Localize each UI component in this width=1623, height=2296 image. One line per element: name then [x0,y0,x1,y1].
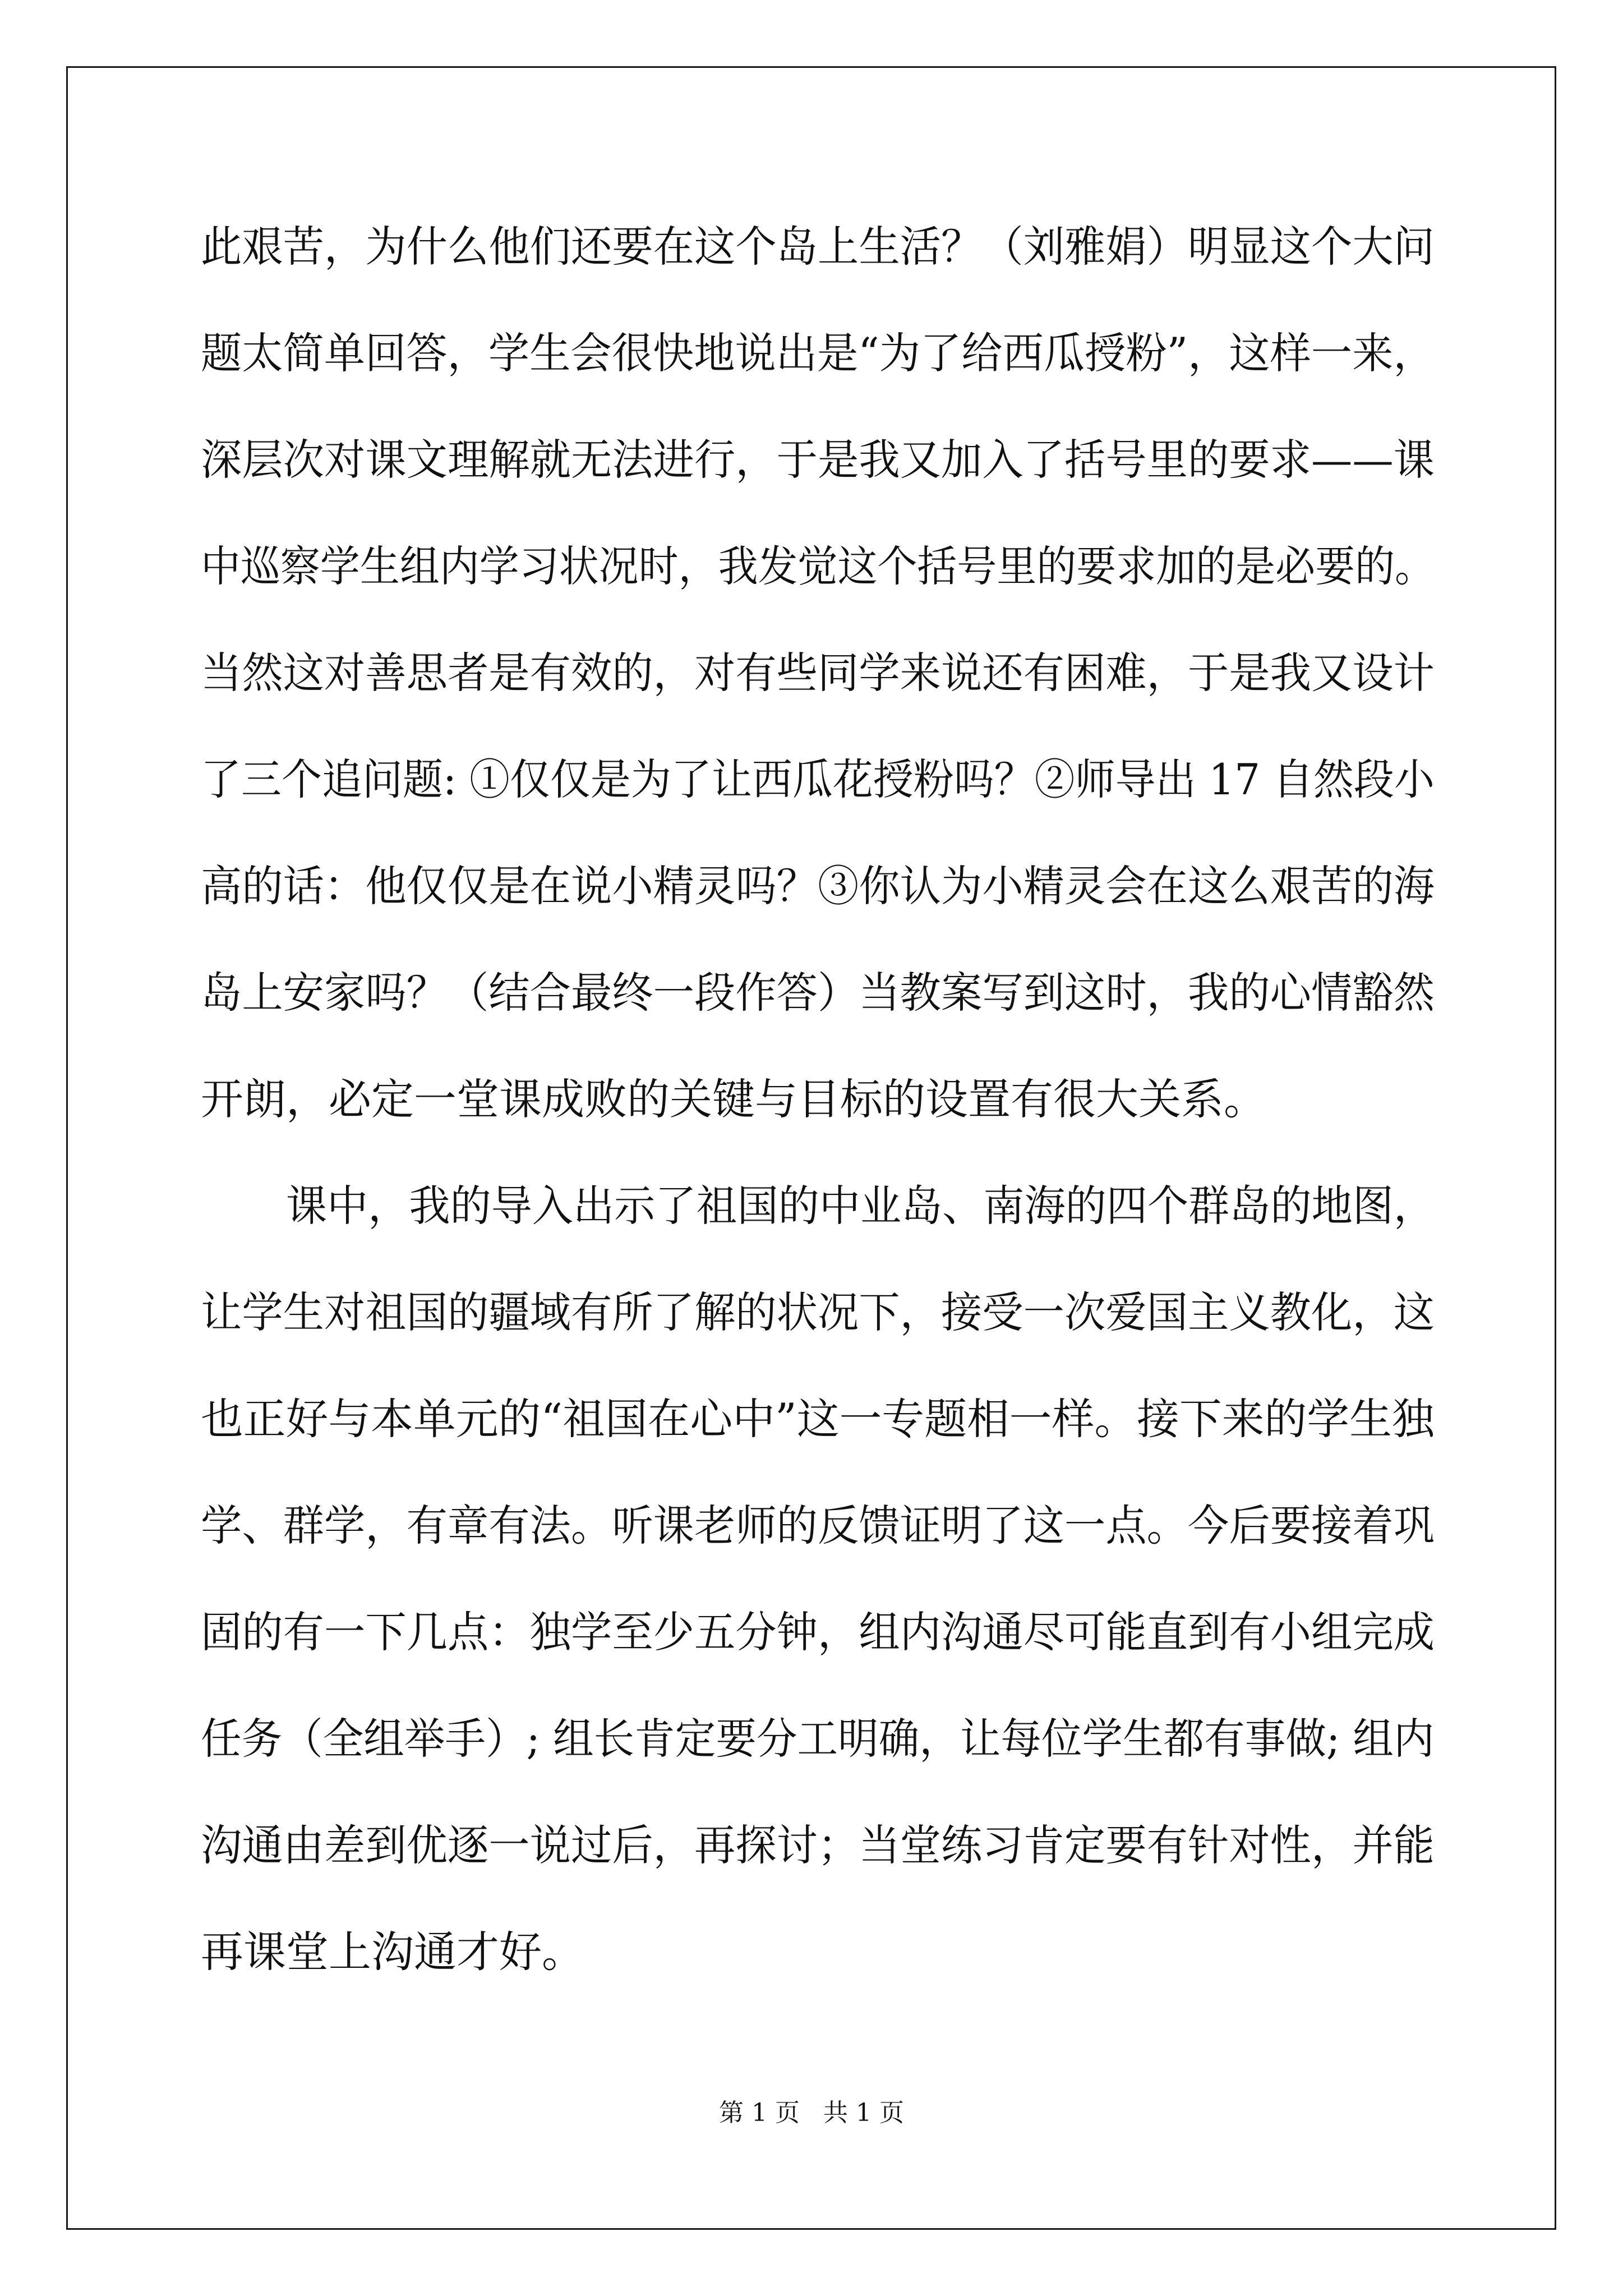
text-line: 高的话：他仅仅是在说小精灵吗？③你认为小精灵会在这么艰苦的海 [201,861,1435,911]
text-line: 当然这对善思者是有效的，对有些同学来说还有困难，于是我又设计 [201,648,1435,698]
text-line: 固的有一下几点：独学至少五分钟，组内沟通尽可能直到有小组完成 [201,1607,1435,1657]
text-line: 了三个追问题: ①仅仅是为了让西瓜花授粉吗？②师导出 17 自然段小 [201,754,1435,804]
text-line: 岛上安家吗？（结合最终一段作答）当教案写到这时，我的心情豁然 [201,968,1435,1018]
text-line: 中巡察学生组内学习状况时，我发觉这个括号里的要求加的是必要的。 [201,541,1435,591]
text-line: 也正好与本单元的“祖国在心中”这一专题相一样。接下来的学生独 [201,1394,1435,1444]
text-line: 深层次对课文理解就无法进行，于是我又加入了括号里的要求——课 [201,435,1435,485]
text-line: 让学生对祖国的疆域有所了解的状况下，接受一次爱国主义教化，这 [201,1287,1435,1337]
text-line: 学、群学，有章有法。听课老师的反馈证明了这一点。今后要接着巩 [201,1501,1435,1550]
page-border [66,66,1556,2230]
paragraph-start-line: 课中，我的导入出示了祖国的中业岛、南海的四个群岛的地图， [286,1181,1435,1231]
page-number-footer: 第 1 页 共 1 页 [719,2099,904,2127]
text-line: 开朗，必定一堂课成败的关键与目标的设置有很大关系。 [201,1074,1266,1124]
text-line: 沟通由差到优逐一说过后，再探讨；当堂练习肯定要有针对性，并能 [201,1820,1435,1870]
text-line: 任务（全组举手）; 组长肯定要分工明确，让每位学生都有事做; 组内 [201,1714,1435,1764]
text-line: 再课堂上沟通才好。 [201,1927,584,1977]
text-line: 此艰苦，为什么他们还要在这个岛上生活？（刘雅娟）明显这个大问 [201,222,1435,272]
text-line: 题太简单回答，学生会很快地说出是“为了给西瓜授粉”，这样一来， [201,328,1435,378]
